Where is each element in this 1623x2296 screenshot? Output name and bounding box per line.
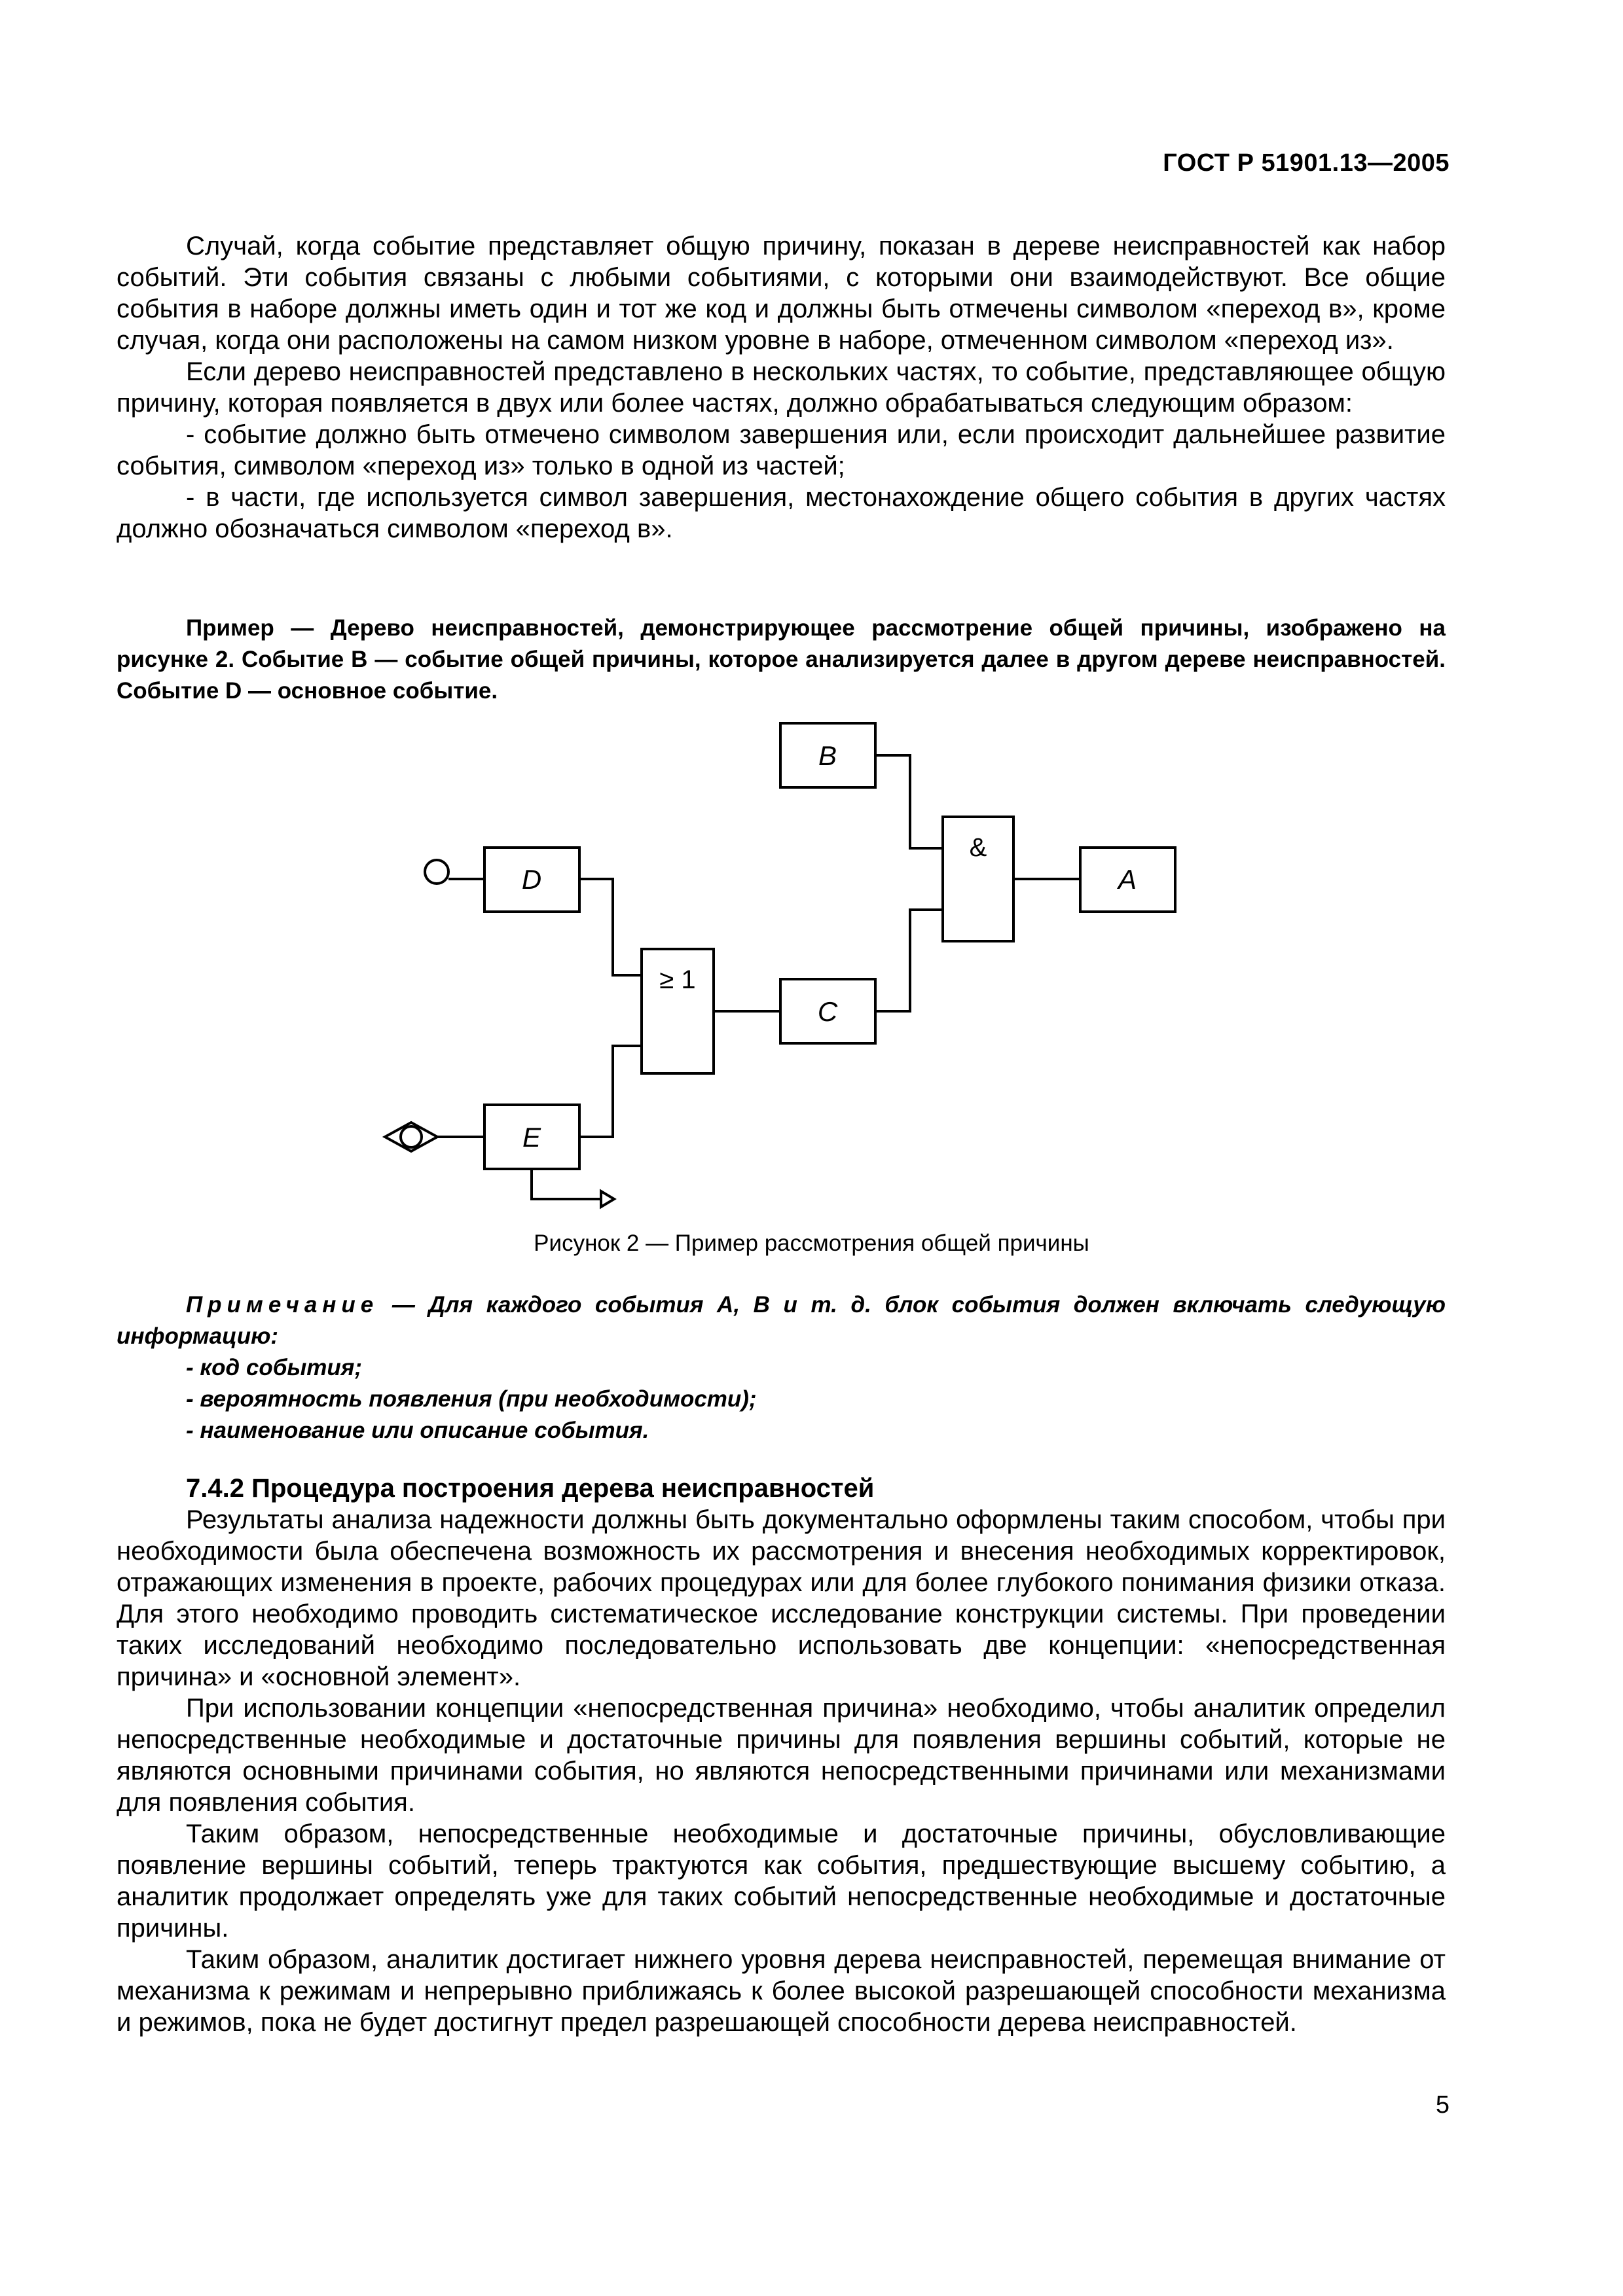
intro-paragraph-2: Если дерево неисправностей представлено в нескольких частях, то событие, представляющее общую причину, которая появляется в двух или более частях, должно обрабатываться следующим образом:: [117, 357, 1446, 418]
section-paragraph-2: При использовании концепции «непосредственная причина» необходимо, чтобы аналитик определил непосредственные необходимые и достаточные причины для появления вершины событий, которые не являются основными причинами события, но являются непосредственными причинами или механизмами для появления события.: [117, 1694, 1446, 1817]
example-text: Пример — Дерево неисправностей, демонстрирующее рассмотрение общей причины, изображено на рисунке 2. Событие B — событие общей причины, которое анализируется далее в другом дереве неисправностей. Событие D — основное событие.: [117, 615, 1446, 704]
connector-e-or: [579, 1046, 642, 1137]
intro-bullet-1: - событие должно быть отмечено символом завершения или, если происходит дальнейшее развитие события, символом «переход из» только в одной из частей;: [117, 420, 1446, 480]
basic-event-circle-icon: [425, 860, 448, 884]
connector-c-and: [875, 910, 943, 1011]
section-7-4-2: [117, 1473, 1446, 2038]
page-number: 5: [1435, 2091, 1450, 2119]
note-block: [117, 1289, 1446, 1446]
intro-block: [117, 230, 1446, 545]
section-paragraph-3: Таким образом, непосредственные необходимые и достаточные причины, обусловливающие появление вершины событий, теперь трактуются как события, предшествующие высшему событию, а аналитик продолжает определять уже для таких событий непосредственные необходимые и достаточные причины.: [117, 1820, 1446, 1943]
label-and: &: [969, 833, 987, 862]
label-a: A: [1118, 864, 1137, 895]
note-item-2: - вероятность появления (при необходимости);: [186, 1386, 757, 1412]
fault-tree-figure: [367, 707, 1192, 1217]
intro-bullet-2: - в части, где используется символ завершения, местонахождение общего события в других частях должно обозначаться символом «переход в».: [117, 483, 1446, 543]
note-item-1: - код события;: [186, 1355, 363, 1380]
section-paragraph-4: Таким образом, аналитик достигает нижнего уровня дерева неисправностей, перемещая внимание от механизма к режимам и непрерывно приближаясь к более высокой разрешающей способности механизма и режимов, пока не будет достигнут предел разрешающей способности дерева неисправностей.: [117, 1945, 1446, 2037]
label-c: C: [817, 996, 838, 1027]
section-heading: 7.4.2 Процедура построения дерева неисправностей: [186, 1474, 875, 1503]
transfer-circle-icon: [401, 1126, 422, 1147]
note-item-3: - наименование или описание события.: [186, 1418, 649, 1443]
label-d: D: [521, 864, 542, 895]
connector-b-and: [875, 755, 943, 848]
note-label: Примечание: [186, 1292, 379, 1318]
figure-caption: Рисунок 2 — Пример рассмотрения общей причины: [534, 1230, 1089, 1256]
label-or: ≥ 1: [659, 965, 696, 994]
intro-paragraph-1: Случай, когда событие представляет общую причину, показан в дереве неисправностей как набор событий. Эти события связаны с любыми событиями, с которыми они взаимодействуют. Все общие события в наборе должны иметь один и тот же код и должны быть отмечены символом «переход в», кроме случая, когда они расположены на самом низком уровне в наборе, отмеченном символом «переход из».: [117, 232, 1446, 355]
connector-d-or: [579, 879, 642, 975]
document-id: ГОСТ Р 51901.13—2005: [1163, 149, 1450, 177]
transfer-out-arrow-icon: [532, 1169, 601, 1199]
label-e: E: [522, 1122, 541, 1153]
label-b: B: [818, 740, 837, 771]
note-lead-text: — Для каждого события A, B и т. д. блок события должен включать следующую информацию:: [117, 1292, 1446, 1349]
note-lead: [117, 1289, 1446, 1352]
section-paragraph-1: Результаты анализа надежности должны быть документально оформлены таким способом, чтобы при необходимости была обеспечена возможность их рассмотрения и внесения необходимых корректировок, отражающих изменения в проекте, рабочих процедурах или для более глубокого понимания физики отказа. Для этого необходимо проводить систематическое исследование конструкции системы. При проведении таких исследований необходимо последовательно использовать две концепции: «непосредственная причина» и «основной элемент».: [117, 1505, 1446, 1691]
